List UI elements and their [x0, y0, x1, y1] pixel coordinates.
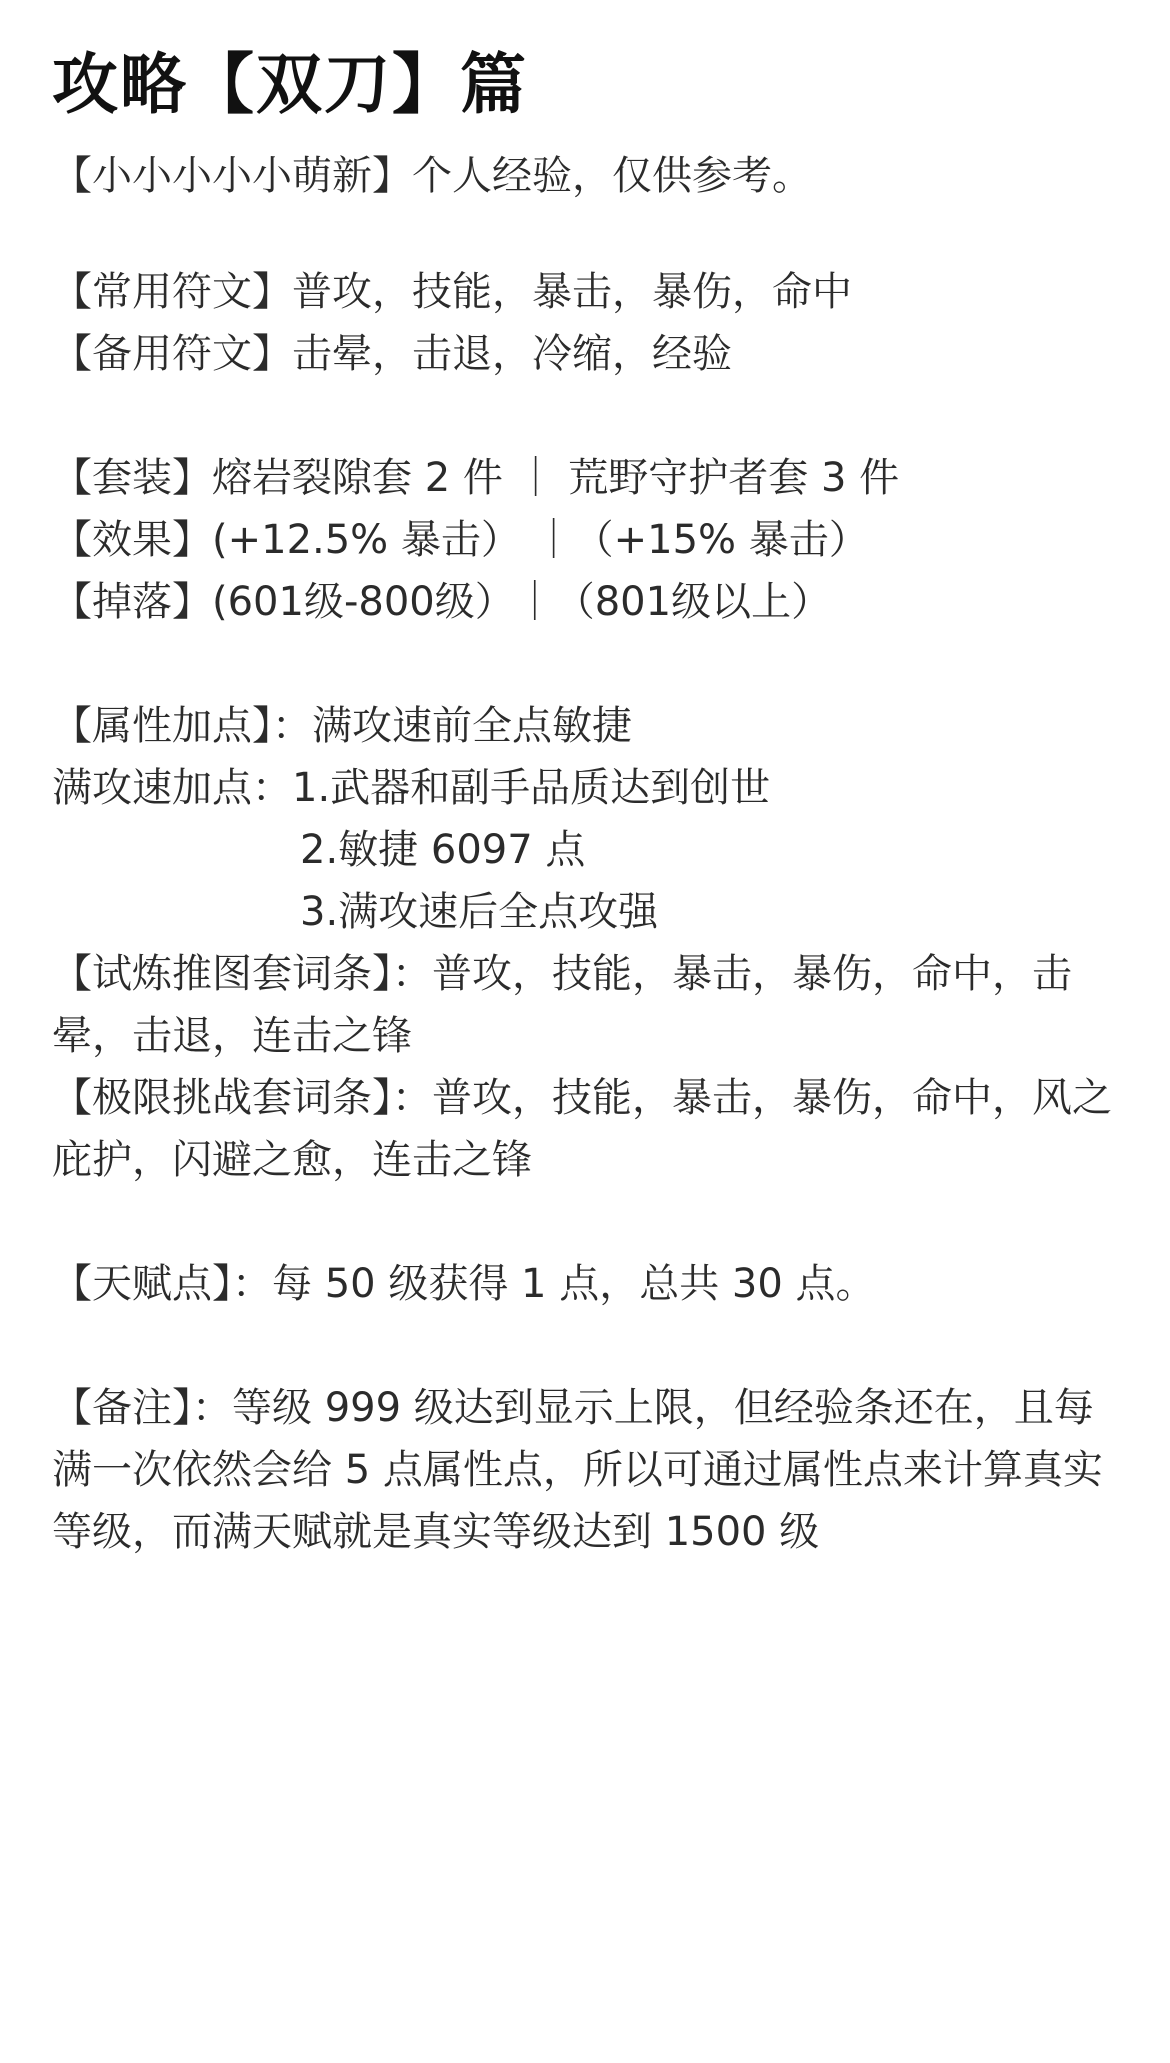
- attack-speed-point-text: 满攻速加点：1.武器和副手品质达到创世: [52, 764, 771, 811]
- subtitle-text: 【小小小小小萌新】个人经验，仅供参考。: [52, 152, 812, 199]
- spacer: [52, 1191, 1118, 1253]
- backup-runes-text: 【备用符文】击晕，击退，冷缩，经验: [52, 330, 732, 377]
- spacer: [52, 385, 1118, 447]
- talent-points-text: 【天赋点】：每 50 级获得 1 点，总共 30 点。: [52, 1260, 876, 1307]
- attack-speed-item-3: 3.满攻速后全点攻强: [300, 888, 659, 935]
- spacer: [52, 1315, 1118, 1377]
- notes-text: 【备注】：等级 999 级达到显示上限，但经验条还在，且每满一次依然会给 5 点属性点，所以可通过属性点来计算真实等级，而满天赋就是真实等级达到 1500 级: [52, 1384, 1103, 1555]
- spacer: [52, 207, 1118, 261]
- common-runes-text: 【常用符文】普攻，技能，暴击，暴伤，命中: [52, 268, 852, 315]
- attack-speed-item-2: 2.敏捷 6097 点: [300, 826, 586, 873]
- extreme-affix-text: 【极限挑战套词条】：普攻，技能，暴击，暴伤，命中，风之庇护，闪避之愈，连击之锋: [52, 1074, 1112, 1183]
- attribute-heading-text: 【属性加点】：满攻速前全点敏捷: [52, 702, 632, 749]
- set-effect-text: 【效果】(+12.5% 暴击） ｜（+15% 暴击）: [52, 516, 869, 563]
- set-drop-text: 【掉落】(601级-800级）｜（801级以上）: [52, 578, 832, 625]
- page-title: 攻略【双刀】篇: [52, 46, 528, 123]
- set-pieces-text: 【套装】熔岩裂隙套 2 件 ｜ 荒野守护者套 3 件: [52, 454, 900, 501]
- trial-affix-text: 【试炼推图套词条】：普攻，技能，暴击，暴伤，命中，击晕，击退，连击之锋: [52, 950, 1072, 1059]
- spacer: [52, 633, 1118, 695]
